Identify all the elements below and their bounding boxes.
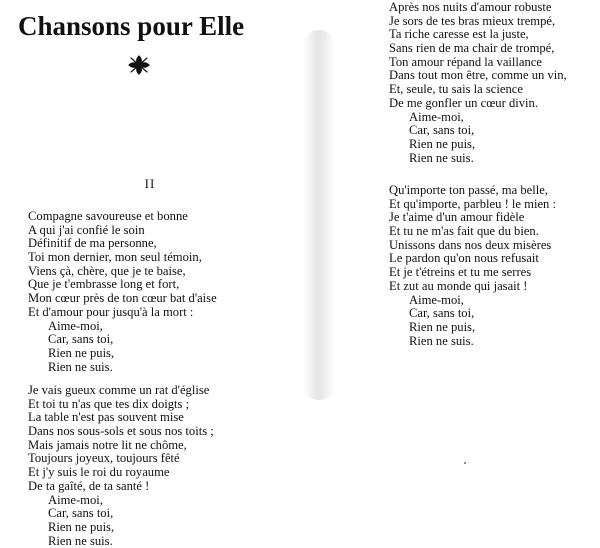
print-speck — [464, 462, 466, 464]
verse-line: Toujours joyeux, toujours fêté — [28, 451, 180, 466]
refrain-line: Aime-moi, — [48, 492, 103, 507]
verse-line: Que je t'embrasse long et fort, — [28, 277, 180, 292]
refrain-line: Aime-moi, — [48, 318, 103, 333]
verse-line: Et j'y suis le roi du royaume — [28, 465, 170, 480]
verse-line: La table n'est pas souvent mise — [28, 410, 184, 425]
page-gutter-shadow — [302, 30, 336, 400]
stanza-1 — [28, 210, 217, 374]
verse-line: Définitif de ma personne, — [28, 236, 157, 251]
verse-line: Et tu ne m'as fait que du bien. — [389, 224, 539, 239]
refrain-line: Car, sans toi, — [48, 332, 114, 347]
verse-line: Je sors de tes bras mieux trempé, — [389, 13, 556, 28]
refrain-line: Aime-moi, — [409, 292, 464, 307]
verse-line: Le pardon qu'on nous refusait — [389, 251, 539, 266]
verse-line: A qui j'ai confié le soin — [28, 222, 145, 237]
verse-line: Après nos nuits d'amour robuste — [389, 0, 552, 14]
refrain-line: Rien ne puis, — [48, 519, 115, 534]
fleuron-icon — [127, 54, 151, 76]
stanza-2 — [28, 384, 214, 548]
verse-line: Mais jamais notre lit ne chôme, — [28, 437, 187, 452]
verse-line: Je t'aime d'un amour fidèle — [389, 210, 525, 225]
stanza-4 — [389, 184, 556, 348]
refrain-line: Rien ne suis. — [409, 333, 474, 348]
refrain-line: Rien ne suis. — [48, 533, 113, 548]
verse-line: De ta gaîté, de ta santé ! — [28, 478, 150, 493]
verse-line: Ta riche caresse est la juste, — [389, 27, 529, 42]
refrain-line: Rien ne puis, — [409, 319, 476, 334]
stanza-3 — [389, 1, 567, 165]
verse-line: Ton amour répand la vaillance — [389, 54, 542, 69]
verse-line: Qu'importe ton passé, ma belle, — [389, 183, 548, 197]
verse-line: Et toi tu n'as que tes dix doigts ; — [28, 396, 190, 411]
refrain-line: Rien ne puis, — [48, 345, 115, 360]
verse-line: Toi mon dernier, mon seul témoin, — [28, 250, 202, 265]
verse-line: Et zut au monde qui jasait ! — [389, 278, 528, 293]
verse-line: Et qu'importe, parbleu ! le mien : — [389, 196, 556, 211]
refrain-line: Rien ne suis. — [409, 150, 474, 165]
verse-line: Dans nos sous-sols et sous nos toits ; — [28, 424, 214, 439]
verse-line: Et je t'étreins et tu me serres — [389, 265, 532, 280]
verse-line: De me gonfler un cœur divin. — [389, 95, 538, 110]
verse-line: Je vais gueux comme un rat d'église — [28, 383, 210, 397]
refrain-line: Rien ne puis, — [409, 136, 476, 151]
refrain-line: Car, sans toi, — [48, 506, 114, 521]
verse-line: Dans tout mon être, comme un vin, — [389, 68, 567, 83]
verse-line: Et, seule, tu sais la science — [389, 82, 523, 97]
refrain-line: Rien ne suis. — [48, 359, 113, 374]
verse-line: Unissons dans nos deux misères — [389, 237, 552, 252]
refrain-line: Aime-moi, — [409, 109, 464, 124]
verse-line: Sans rien de ma chair de trompé, — [389, 41, 555, 56]
verse-line: Viens çà, chère, que je te baise, — [28, 263, 186, 278]
section-number: II — [144, 176, 156, 191]
verse-line: Compagne savoureuse et bonne — [28, 209, 188, 223]
refrain-line: Car, sans toi, — [409, 123, 475, 138]
page-title: Chansons pour Elle — [18, 11, 245, 41]
verse-line: Et d'amour pour jusqu'à la mort : — [28, 304, 194, 319]
refrain-line: Car, sans toi, — [409, 306, 475, 321]
verse-line: Mon cœur près de ton cœur bat d'aise — [28, 291, 217, 306]
